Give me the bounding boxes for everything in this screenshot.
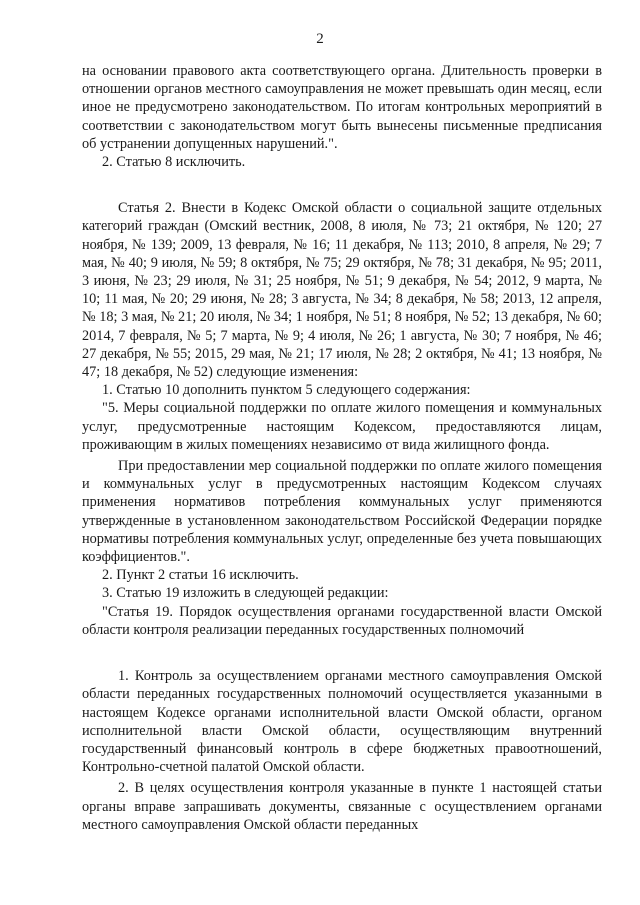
paragraph-clause-5: "5. Меры социальной поддержки по оплате жилого помещения и коммунальных услуг, предусмотренные настоящим Кодексом, предоставляются лицам, проживающим в жилых помещениях независимо от вида жилищного фонда.	[82, 400, 602, 453]
paragraph-article-2: Статья 2. Внести в Кодекс Омской области о социальной защите отдельных категорий граждан (Омский вестник, 2008, 8 июля, № 73; 21 октября, № 120; 27 ноября, № 139; 2009, 13 февраля, № 16; 11 декабря, № 113; 2010, 8 апреля, № 29; 7 мая, № 40; 9 июля, № 59; 8 октября, № 75; 29 октября, № 78; 31 декабря, № 95; 2011, 3 июня, № 23; 29 июля, № 31; 25 ноября, № 51; 9 декабря, № 54; 2012, 9 марта, № 10; 11 мая, № 20; 29 июня, № 28; 3 августа, № 34; 8 декабря, № 58; 2013, 12 апреля, № 18; 3 мая, № 21; 20 июля, № 34; 1 ноября, № 51; 8 ноября, № 52; 13 декабря, № 60; 2014, 7 февраля, № 5; 7 марта, № 9; 4 июля, № 26; 1 августа, № 30; 7 ноября, № 46; 27 декабря, № 55; 2015, 29 мая, № 21; 17 июля, № 28; 2 октября, № 41; 13 ноября, № 47; 18 декабря, № 52) следующие изменения:	[82, 200, 602, 381]
paragraph-article-19-title: "Статья 19. Порядок осуществления органами государственной власти Омской области контроля реализации переданных государственных полномочий	[82, 603, 602, 638]
paragraph-continuation: на основании правового акта соответствующего органа. Длительность проверки в отношении органов местного самоуправления не может превышать один месяц, если иное не предусмотрено законодательством. По итогам контрольных мероприятий в соответствии с законодательством могут быть вынесены письменные предписания об устранении допущенных нарушений.".	[82, 63, 602, 152]
paragraph-norms: При предоставлении мер социальной поддержки по оплате жилого помещения и коммунальных услуг в предусмотренных настоящим Кодексом случаях применения нормативов потребления коммунальных услуг применяются утвержденные в установленном законодательством Российской Федерации порядке нормативы потребления коммунальных услуг, определенные без учета повышающих коэффициентов.".	[82, 458, 602, 566]
spacer	[82, 171, 602, 199]
paragraph-article-19-clause-1: 1. Контроль за осуществлением органами местного самоуправления Омской области переданных государственных полномочий осуществляется указанными в настоящем Кодексе органами исполнительной власти Омской области, органом исполнительной власти Омской области, осуществляющим внутренний государственный финансовый контроль в сфере бюджетных правоотношений, Контрольно-счетной палатой Омской области.	[82, 668, 602, 776]
paragraph-item-1: 1. Статью 10 дополнить пунктом 5 следующего содержания:	[102, 382, 471, 399]
paragraph-item-2-delete-article-8: 2. Статью 8 исключить.	[102, 154, 246, 171]
document-body	[82, 62, 602, 834]
page-number: 2	[316, 31, 324, 47]
paragraph-item-2: 2. Пункт 2 статьи 16 исключить.	[102, 567, 299, 584]
paragraph-item-3: 3. Статью 19 изложить в следующей редакции:	[102, 585, 389, 602]
spacer	[82, 639, 602, 667]
paragraph-article-19-clause-2: 2. В целях осуществления контроля указанные в пункте 1 настоящей статьи органы вправе запрашивать документы, связанные с осуществлением органами местного самоуправления Омской области переданных	[82, 780, 602, 833]
